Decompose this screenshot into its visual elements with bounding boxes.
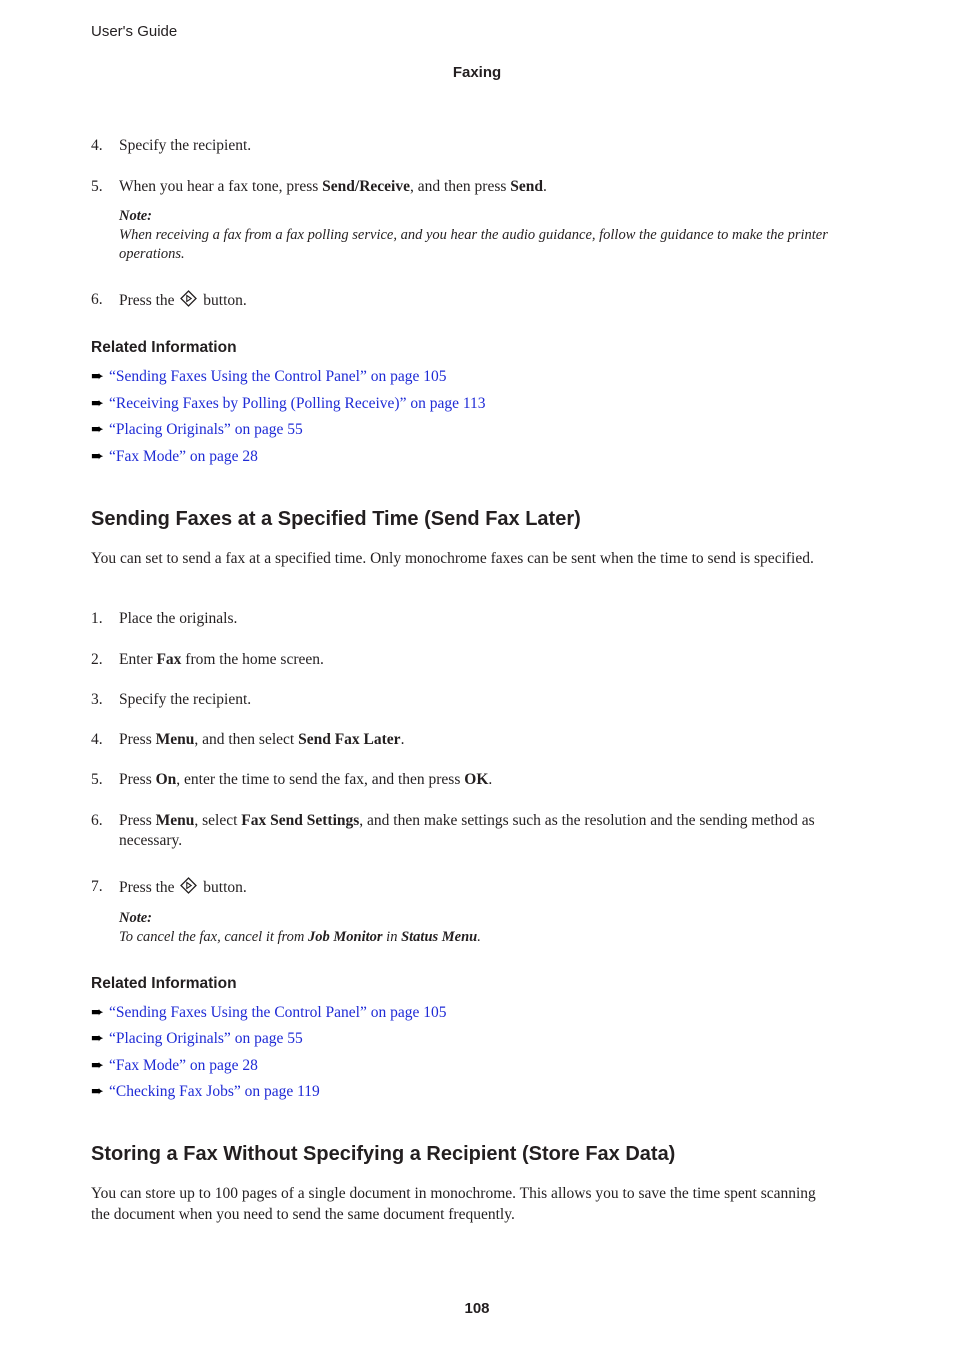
- page-number: 108: [464, 1300, 490, 1317]
- arrow-right-icon: ➨: [91, 1030, 104, 1047]
- section-intro: You can store up to 100 pages of a single document in monochrome. This allows you to save the time spent scanning the document when you need to send the same document frequently.: [91, 1185, 816, 1223]
- related-info-title: Related Information: [91, 339, 237, 356]
- related-link-item[interactable]: [91, 394, 486, 414]
- related-link-item[interactable]: [91, 367, 447, 387]
- step-2: [91, 650, 861, 670]
- related-link[interactable]: “Sending Faxes Using the Control Panel” on page 105: [109, 1004, 447, 1021]
- related-link[interactable]: “Checking Fax Jobs” on page 119: [109, 1083, 320, 1100]
- step-5: [91, 177, 861, 197]
- step-number: 6.: [91, 812, 103, 829]
- step-number: 6.: [91, 291, 103, 308]
- step-1: [91, 609, 861, 629]
- related-link-item[interactable]: [91, 420, 303, 440]
- arrow-right-icon: ➨: [91, 395, 104, 412]
- arrow-right-icon: ➨: [91, 421, 104, 438]
- step-number: 5.: [91, 771, 103, 788]
- related-link[interactable]: “Receiving Faxes by Polling (Polling Receive)” on page 113: [109, 395, 486, 412]
- step-6: [91, 290, 861, 313]
- arrow-right-icon: ➨: [91, 1057, 104, 1074]
- related-link[interactable]: “Fax Mode” on page 28: [109, 448, 258, 465]
- related-link-item[interactable]: [91, 447, 258, 467]
- note-text: When receiving a fax from a fax polling service, and you hear the audio guidance, follow the guidance to make the printer operations.: [119, 227, 828, 262]
- related-link-item[interactable]: [91, 1003, 447, 1023]
- related-info-title: Related Information: [91, 975, 237, 992]
- related-link[interactable]: “Placing Originals” on page 55: [109, 1030, 303, 1047]
- running-head: User's Guide: [91, 23, 178, 40]
- step-text: Specify the recipient.: [119, 691, 252, 708]
- step-7: [91, 877, 861, 900]
- note-text: To cancel the fax, cancel it from Job Monitor in Status Menu.: [119, 929, 481, 945]
- step-text: Place the originals.: [119, 610, 238, 627]
- related-link-item[interactable]: [91, 1082, 320, 1102]
- related-link-item[interactable]: [91, 1029, 303, 1049]
- step-4: [91, 136, 861, 156]
- step-5: [91, 770, 861, 790]
- arrow-right-icon: ➨: [91, 368, 104, 385]
- note-label: Note:: [119, 910, 153, 926]
- step-text: Enter Fax from the home screen.: [119, 651, 324, 668]
- step-number: 4.: [91, 137, 103, 154]
- start-button-icon: [180, 877, 197, 900]
- step-text: When you hear a fax tone, press Send/Receive, and then press Send.: [119, 178, 547, 195]
- step-text: Press the button.: [119, 877, 861, 900]
- step-number: 3.: [91, 691, 103, 708]
- related-link-item[interactable]: [91, 1056, 258, 1076]
- step-text: Press the button.: [119, 290, 861, 313]
- related-link[interactable]: “Sending Faxes Using the Control Panel” on page 105: [109, 368, 447, 385]
- section-heading: Storing a Fax Without Specifying a Recipient (Store Fax Data): [91, 1143, 676, 1165]
- step-6: [91, 811, 861, 851]
- arrow-right-icon: ➨: [91, 1083, 104, 1100]
- step-text: Specify the recipient.: [119, 137, 252, 154]
- related-link[interactable]: “Placing Originals” on page 55: [109, 421, 303, 438]
- step-text: Press On, enter the time to send the fax, and then press OK.: [119, 771, 493, 788]
- step-number: 7.: [91, 878, 103, 895]
- step-4: [91, 730, 861, 750]
- related-link[interactable]: “Fax Mode” on page 28: [109, 1057, 258, 1074]
- arrow-right-icon: ➨: [91, 1004, 104, 1021]
- note-box: [119, 207, 849, 264]
- step-text: Press Menu, select Fax Send Settings, and then make settings such as the resolution and the sending method as necessary.: [119, 812, 815, 849]
- section-heading: Sending Faxes at a Specified Time (Send Fax Later): [91, 508, 581, 530]
- step-text: Press Menu, and then select Send Fax Later.: [119, 731, 405, 748]
- note-box: [119, 909, 849, 947]
- chapter-title: Faxing: [452, 64, 502, 81]
- step-number: 2.: [91, 651, 103, 668]
- note-label: Note:: [119, 208, 153, 224]
- step-number: 4.: [91, 731, 103, 748]
- start-button-icon: [180, 290, 197, 313]
- step-3: [91, 690, 861, 710]
- step-number: 5.: [91, 178, 103, 195]
- section-intro: You can set to send a fax at a specified time. Only monochrome faxes can be sent when the time to send is specified.: [91, 550, 814, 567]
- arrow-right-icon: ➨: [91, 448, 104, 465]
- step-number: 1.: [91, 610, 103, 627]
